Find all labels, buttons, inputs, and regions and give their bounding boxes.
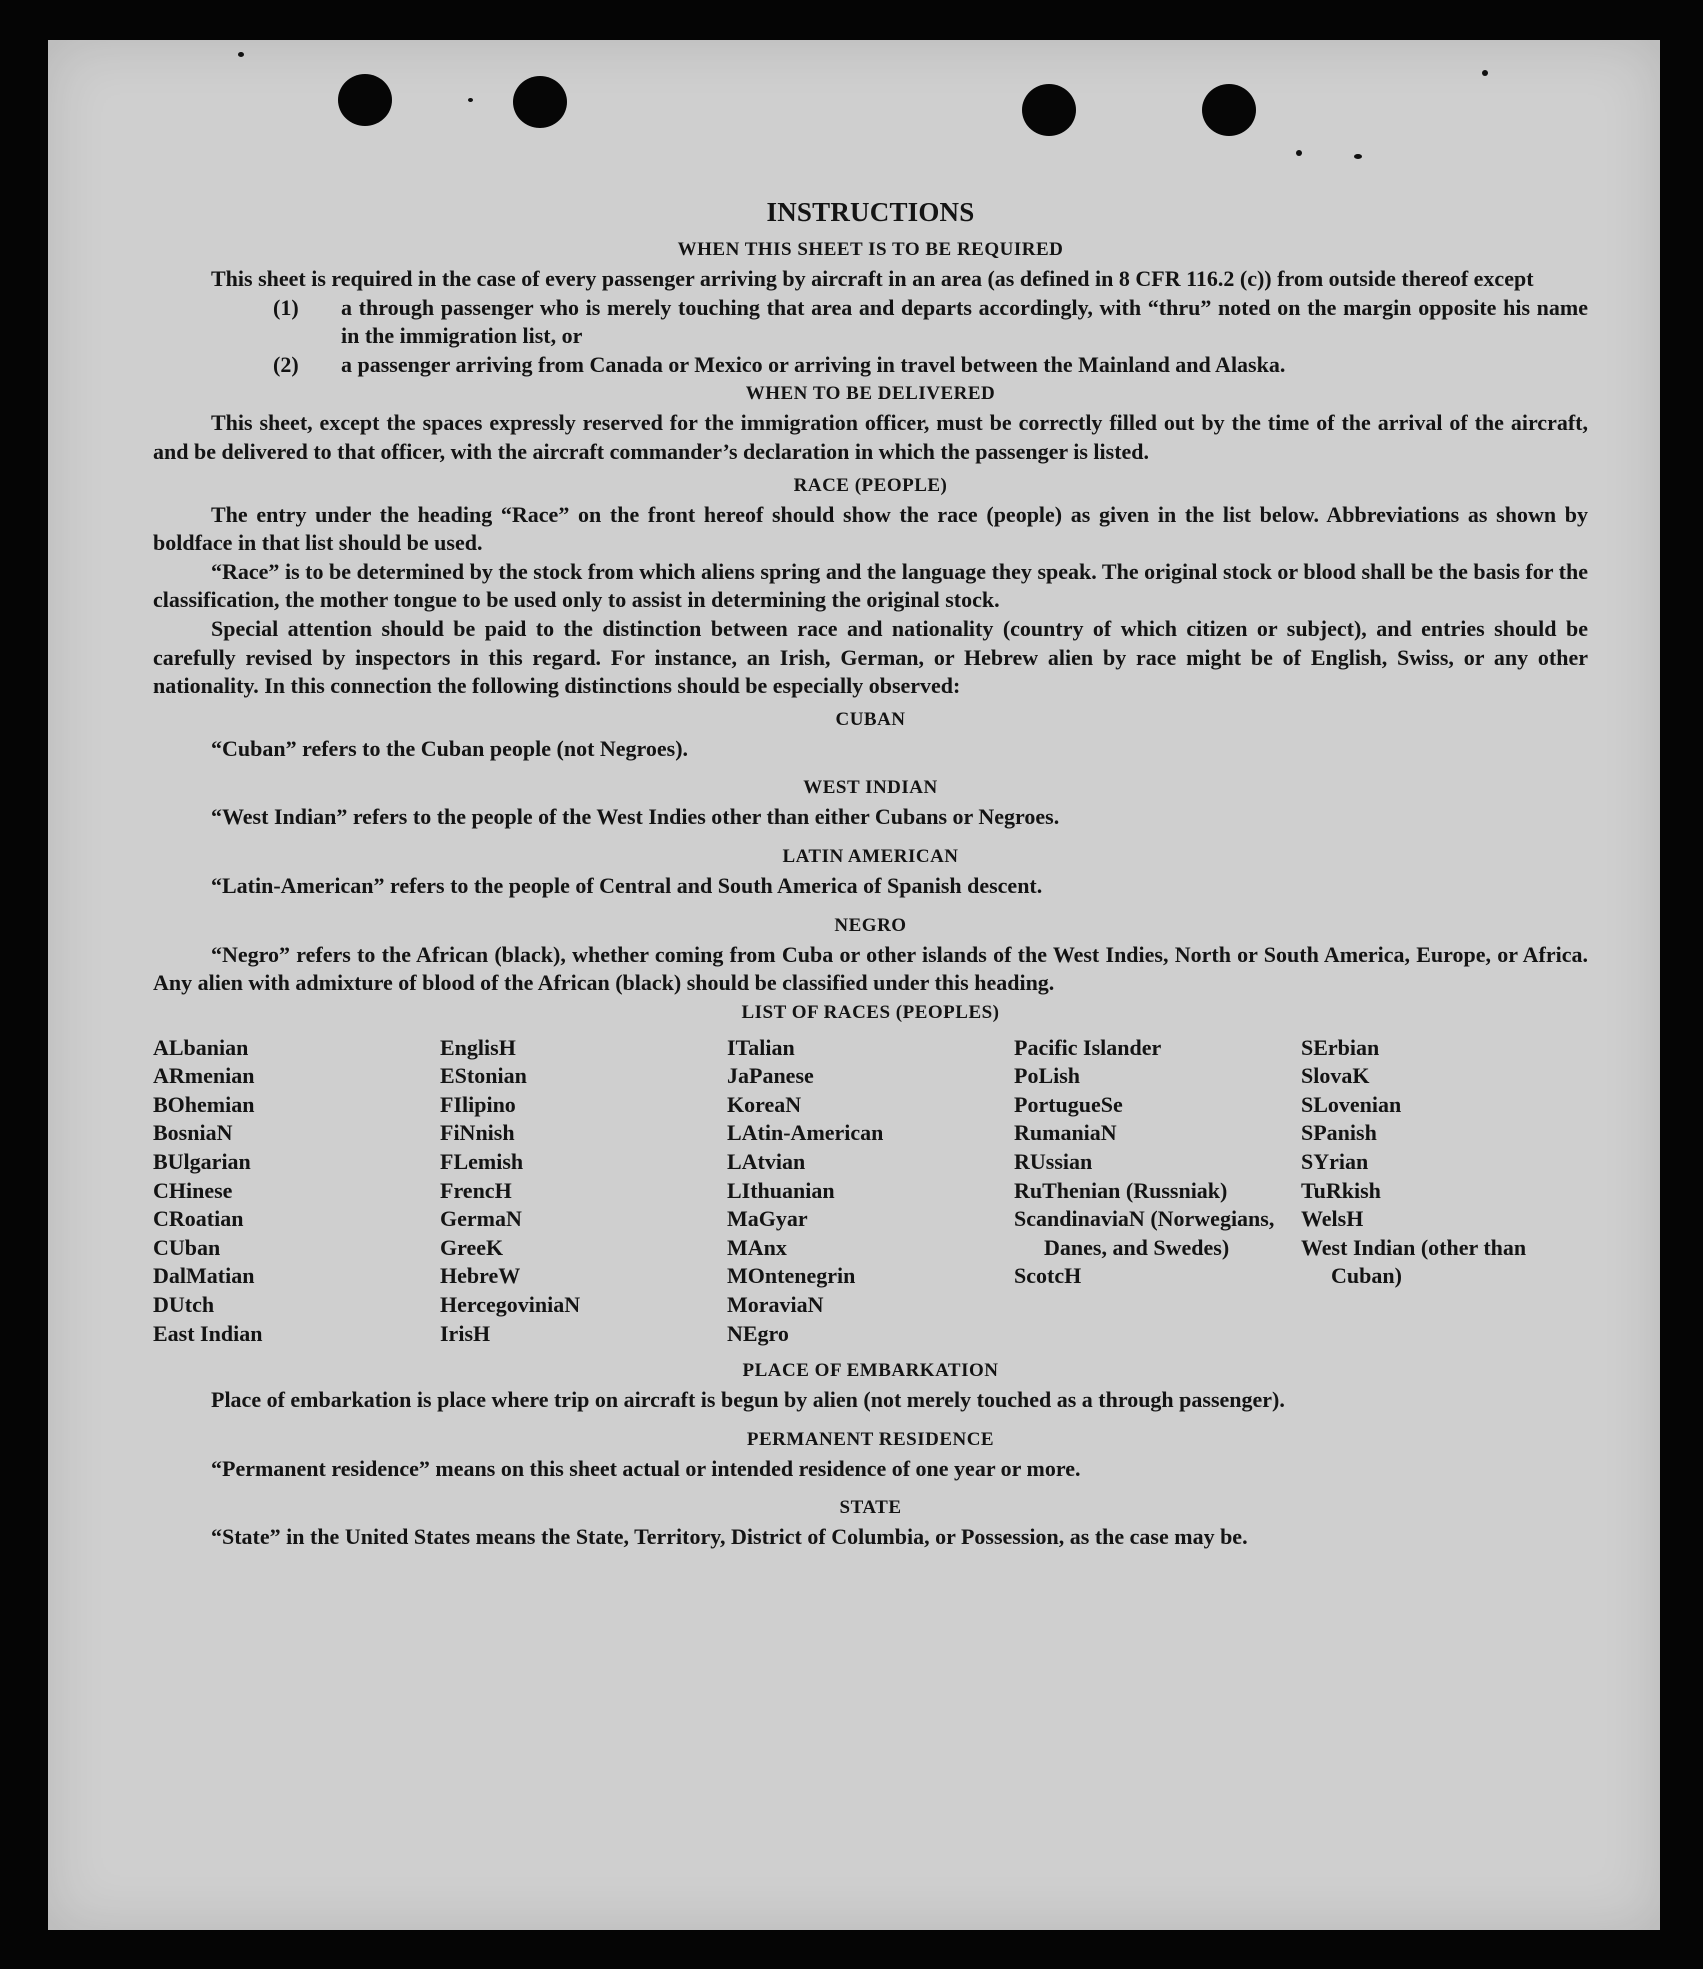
section-heading: RACE (PEOPLE) bbox=[793, 474, 948, 496]
race-entry: WelsH bbox=[1301, 1206, 1364, 1232]
list-item bbox=[273, 351, 1588, 380]
item-text: a passenger arriving from Canada or Mexico or arriving in travel between the Mainland and Alaska. bbox=[341, 351, 1286, 377]
dust-speck bbox=[238, 52, 244, 57]
race-entry: FIlipino bbox=[440, 1091, 516, 1117]
section-heading: PERMANENT RESIDENCE bbox=[746, 1428, 995, 1450]
race-entry: GreeK bbox=[440, 1234, 504, 1260]
race-column bbox=[1301, 1034, 1588, 1349]
list-item bbox=[273, 294, 1588, 351]
race-entry: MOntenegrin bbox=[727, 1263, 856, 1289]
race-entry: SlovaK bbox=[1301, 1063, 1370, 1089]
race-entry: ITalian bbox=[727, 1034, 795, 1060]
section-heading: LIST OF RACES (PEOPLES) bbox=[741, 1001, 1000, 1023]
document-page bbox=[48, 40, 1660, 1930]
race-entry: LAtvian bbox=[727, 1149, 806, 1175]
race-entry: DUtch bbox=[153, 1292, 215, 1318]
section-heading: WHEN THIS SHEET IS TO BE REQUIRED bbox=[677, 239, 1064, 260]
paragraph: Place of embarkation is place where trip on aircraft is begun by alien (not merely touched as a through passenger). bbox=[211, 1387, 1285, 1413]
race-entry: SLovenian bbox=[1301, 1091, 1402, 1117]
punch-hole bbox=[1022, 84, 1076, 136]
section-heading: WHEN TO BE DELIVERED bbox=[745, 383, 996, 405]
section-heading: CUBAN bbox=[835, 708, 906, 730]
race-entry: MAnx bbox=[727, 1234, 787, 1260]
race-entry: PortugueSe bbox=[1014, 1091, 1123, 1117]
race-entry: East Indian bbox=[153, 1320, 263, 1346]
race-entry: TuRkish bbox=[1301, 1177, 1381, 1203]
race-entry: EStonian bbox=[440, 1063, 527, 1089]
paragraph: The entry under the heading “Race” on the front hereof should show the race (people) as given in the list below. Abbreviations as shown by boldface in that list should be used. bbox=[153, 501, 1588, 556]
paragraph: “Negro” refers to the African (black), whether coming from Cuba or other islands of the West Indies, North or South America, Europe, or Africa. Any alien with admixture of blood of the African (black) should be classified under this heading. bbox=[153, 941, 1588, 996]
race-entry: HebreW bbox=[440, 1263, 521, 1289]
race-entry: ARmenian bbox=[153, 1063, 255, 1089]
paragraph: “State” in the United States means the State, Territory, District of Columbia, or Possession, as the case may be. bbox=[211, 1524, 1248, 1550]
race-entry: MoraviaN bbox=[727, 1292, 824, 1318]
paragraph: “Permanent residence” means on this sheet actual or intended residence of one year or more. bbox=[211, 1455, 1081, 1481]
race-entry: ScotcH bbox=[1014, 1263, 1082, 1289]
race-entry: FLemish bbox=[440, 1149, 524, 1175]
punch-hole bbox=[338, 74, 392, 126]
race-entry: DalMatian bbox=[153, 1263, 255, 1289]
race-list bbox=[153, 1034, 1588, 1349]
race-entry: West Indian (other than Cuban) bbox=[1301, 1234, 1527, 1289]
race-column bbox=[1014, 1034, 1301, 1349]
race-entry: CUban bbox=[153, 1234, 221, 1260]
paragraph: Special attention should be paid to the distinction between race and nationality (country of which citizen or subject), and entries should be carefully revised by inspectors in this regard. For instance, an Irish, German, or Hebrew alien by race might be of English, Swiss, or any other nationality. In this connection the following distinctions should be especially observed: bbox=[153, 615, 1588, 699]
item-number: (1) bbox=[273, 294, 299, 320]
race-entry: FiNnish bbox=[440, 1120, 515, 1146]
punch-hole bbox=[1202, 84, 1256, 136]
race-entry: CRoatian bbox=[153, 1206, 244, 1232]
race-entry: BUlgarian bbox=[153, 1149, 251, 1175]
race-entry: RumaniaN bbox=[1014, 1120, 1117, 1146]
dust-speck bbox=[1296, 150, 1302, 156]
race-entry: RUssian bbox=[1014, 1149, 1093, 1175]
race-entry: SPanish bbox=[1301, 1120, 1377, 1146]
race-entry: EnglisH bbox=[440, 1034, 516, 1060]
race-entry: CHinese bbox=[153, 1177, 233, 1203]
race-entry: BosniaN bbox=[153, 1120, 233, 1146]
paragraph: “Cuban” refers to the Cuban people (not Negroes). bbox=[211, 735, 689, 761]
race-entry: RuThenian (Russniak) bbox=[1014, 1177, 1228, 1203]
race-entry: MaGyar bbox=[727, 1206, 808, 1232]
page-title: INSTRUCTIONS bbox=[766, 197, 975, 227]
dust-speck bbox=[1354, 154, 1362, 159]
race-entry: LIthuanian bbox=[727, 1177, 835, 1203]
punch-hole bbox=[513, 76, 567, 128]
section-heading: STATE bbox=[839, 1497, 902, 1519]
item-text: a through passenger who is merely touching that area and departs accordingly, with “thru” noted on the margin opposite his name in the immigration list, or bbox=[341, 294, 1588, 349]
dust-speck bbox=[1482, 70, 1488, 76]
instructions-text bbox=[153, 195, 1588, 1552]
dust-speck bbox=[468, 98, 473, 102]
race-entry: Pacific Islander bbox=[1014, 1034, 1162, 1060]
race-entry: GermaN bbox=[440, 1206, 522, 1232]
race-entry: LAtin-American bbox=[727, 1120, 884, 1146]
section-heading: PLACE OF EMBARKATION bbox=[742, 1360, 999, 1382]
paragraph: “Race” is to be determined by the stock from which aliens spring and the language they speak. The original stock or blood shall be the basis for the classification, the mother tongue to be used only to assist in determining the original stock. bbox=[153, 558, 1588, 613]
paragraph: This sheet, except the spaces expressly reserved for the immigration officer, must be correctly filled out by the time of the arrival of the aircraft, and be delivered to that officer, with the aircraft commander’s declaration in which the passenger is listed. bbox=[153, 410, 1588, 464]
paragraph: “West Indian” refers to the people of the West Indies other than either Cubans or Negroes. bbox=[211, 804, 1060, 830]
paragraph: “Latin-American” refers to the people of Central and South America of Spanish descent. bbox=[211, 872, 1043, 898]
race-entry: KoreaN bbox=[727, 1091, 802, 1117]
race-column bbox=[727, 1034, 1014, 1349]
race-entry: ALbanian bbox=[153, 1034, 249, 1060]
paragraph: This sheet is required in the case of every passenger arriving by aircraft in an area (as defined in 8 CFR 116.2 (c)) from outside thereof except bbox=[211, 266, 1534, 291]
race-entry: SErbian bbox=[1301, 1034, 1380, 1060]
section-heading: WEST INDIAN bbox=[803, 777, 938, 799]
race-entry: PoLish bbox=[1014, 1063, 1081, 1089]
race-entry: JaPanese bbox=[727, 1063, 814, 1089]
race-entry: SYrian bbox=[1301, 1149, 1369, 1175]
race-entry: IrisH bbox=[440, 1320, 491, 1346]
section-heading: NEGRO bbox=[834, 914, 907, 936]
race-column bbox=[153, 1034, 440, 1349]
race-entry: NEgro bbox=[727, 1320, 789, 1346]
item-number: (2) bbox=[273, 351, 299, 377]
race-entry: ScandinaviaN (Norwegians, Danes, and Swedes) bbox=[1014, 1206, 1275, 1260]
section-heading: LATIN AMERICAN bbox=[782, 845, 959, 867]
race-entry: FrencH bbox=[440, 1177, 512, 1203]
race-entry: BOhemian bbox=[153, 1091, 255, 1117]
race-entry: HercegoviniaN bbox=[440, 1292, 581, 1318]
race-column bbox=[440, 1034, 727, 1349]
